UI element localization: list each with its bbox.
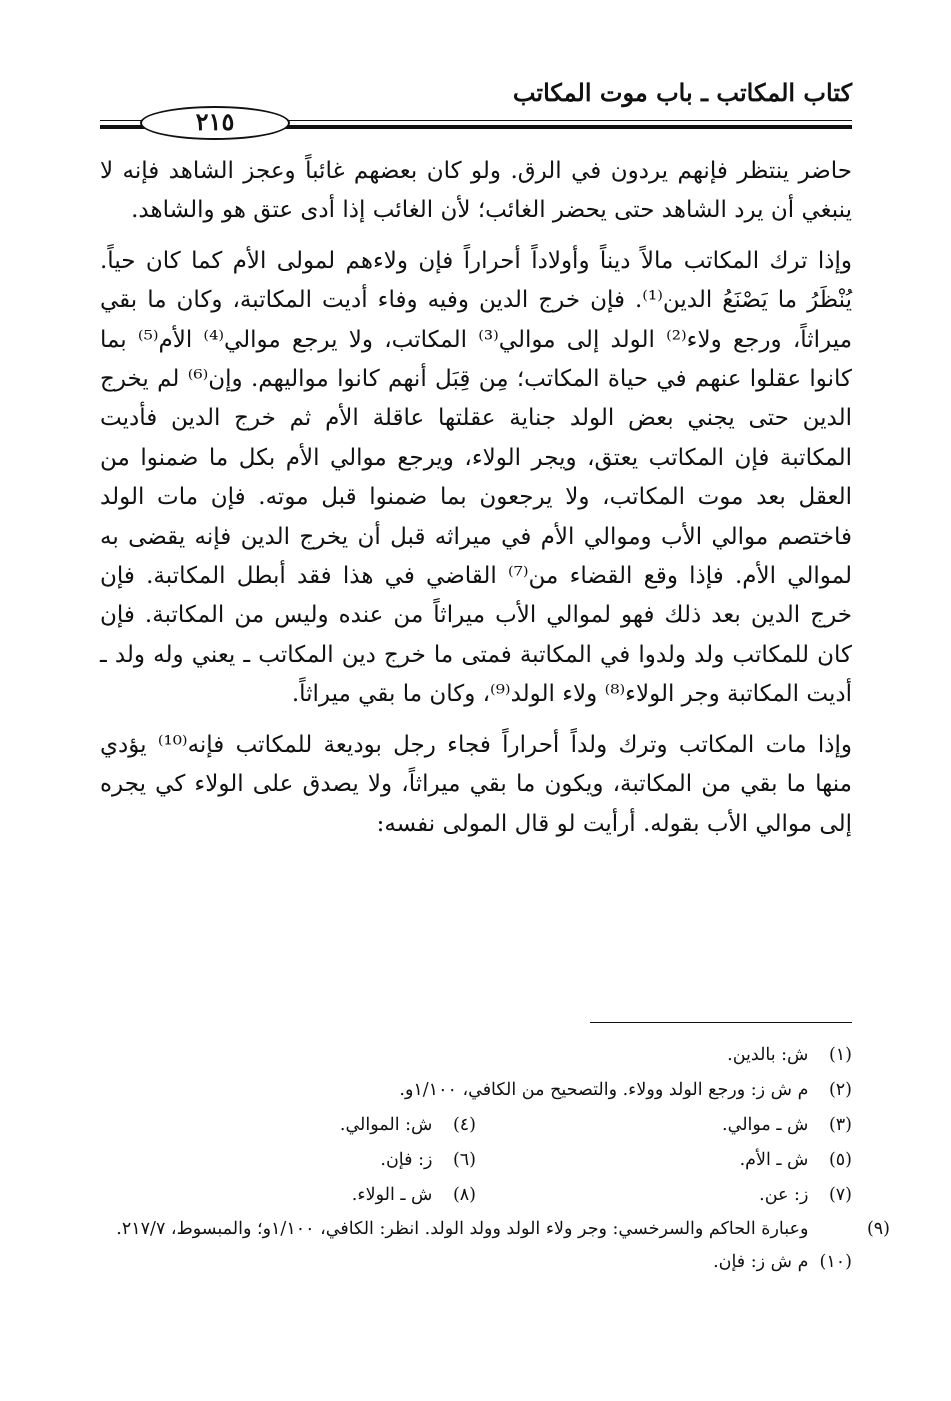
footnote-row	[100, 1178, 852, 1213]
footnote-4	[100, 1108, 476, 1143]
footnote-text: ش: بالدين.	[727, 1045, 809, 1065]
footnote-10	[100, 1245, 852, 1280]
page-header	[100, 78, 852, 138]
footnote-number: (٤)	[452, 1115, 476, 1135]
footnote-separator	[590, 1022, 852, 1023]
footnote-text: م ش ز: فإن.	[713, 1252, 809, 1272]
footnote-text: ش ـ موالي.	[722, 1115, 809, 1135]
footnote-number: (٧)	[828, 1185, 852, 1205]
footnote-text: ش ـ الولاء.	[351, 1185, 433, 1205]
footnote-number: (٥)	[828, 1150, 852, 1170]
footnote-number: (٢)	[828, 1080, 852, 1100]
paragraph-3: وإذا مات المكاتب وترك ولداً أحراراً فجاء رجل بوديعة للمكاتب فإنه⁽¹⁰⁾ يؤدي منها ما بقي من المكاتبة، ويكون ما بقي ميراثاً، ولا يصدق على الولاء كي يجره إلى موالي الأب بقوله. أرأيت لو قال المولى نفسه:	[100, 731, 852, 837]
footnote-row	[100, 1143, 852, 1178]
footnote-text: ز: عن.	[759, 1185, 809, 1205]
footnote-1	[100, 1038, 852, 1073]
footnote-3	[476, 1108, 852, 1143]
footnote-number: (٩)	[866, 1219, 890, 1239]
page-number: ٢١٥	[140, 106, 290, 140]
footnote-row	[100, 1108, 852, 1143]
footnote-2	[100, 1073, 852, 1108]
main-text	[100, 152, 852, 844]
footnote-number: (٨)	[452, 1185, 476, 1205]
footnote-number: (٣)	[828, 1115, 852, 1135]
footnote-text: ش ـ الأم.	[739, 1150, 809, 1170]
paragraph-1: حاضر ينتظر فإنهم يردون في الرق. ولو كان بعضهم غائباً وعجز الشاهد فإنه لا ينبغي أن يرد الشاهد حتى يحضر الغائب؛ لأن الغائب إذا أدى عتق هو والشاهد.	[100, 158, 852, 224]
footnote-7	[476, 1178, 852, 1213]
footnote-text: م ش ز: ورجع الولد وولاء. والتصحيح من الكافي، ١/١٠٠و.	[399, 1080, 809, 1100]
paragraph-2: وإذا ترك المكاتب مالاً ديناً وأولاداً أحراراً فإن ولاءهم لمولى الأم كما كان حياً. يُنْظَرُ ما يَصْنَعُ الدين⁽¹⁾. فإن خرج الدين وفيه وفاء أديت المكاتبة، وكان ما بقي ميراثاً، ورجع ولاء⁽²⁾ الولد إلى موالي⁽³⁾ المكاتب، ولا يرجع موالي⁽⁴⁾ الأم⁽⁵⁾ بما كانوا عقلوا عنهم في حياة المكاتب؛ مِن قِبَل أنهم كانوا مواليهم. وإن⁽⁶⁾ لم يخرج الدين حتى يجني بعض الولد جناية عقلتها عاقلة الأم ثم خرج الدين فأديت المكاتبة فإن المكاتب يعتق، ويجر الولاء، ويرجع موالي الأم بكل ما ضمنوا من العقل بعد موت المكاتب، ولا يرجعون بما ضمنوا قبل موته. فإن مات الولد فاختصم موالي الأب وموالي الأم في ميراثه قبل أن يخرج الدين فإنه يقضى به لموالي الأم. فإذا وقع القضاء من⁽⁷⁾ القاضي في هذا فقد أبطل المكاتبة. فإن خرج الدين بعد ذلك فهو لموالي الأب ميراثاً من عنده وليس من المكاتبة. فإن كان للمكاتب ولد ولدوا في المكاتبة فمتى ما خرج دين المكاتب ـ يعني وله ولد ـ أديت المكاتبة وجر الولاء⁽⁸⁾ ولاء الولد⁽⁹⁾، وكان ما بقي ميراثاً.	[100, 247, 853, 708]
running-title: كتاب المكاتب ـ باب موت المكاتب	[512, 78, 852, 107]
footnote-8	[100, 1178, 476, 1213]
footnote-number: (١٠)	[819, 1252, 852, 1272]
footnote-9	[100, 1213, 890, 1245]
footnote-text: ش: الموالي.	[339, 1115, 433, 1135]
footnote-number: (٦)	[452, 1150, 476, 1170]
footnote-5	[476, 1143, 852, 1178]
footnotes	[100, 1038, 890, 1280]
footnote-number: (١)	[828, 1045, 852, 1065]
footnote-text: ز: فإن.	[380, 1150, 433, 1170]
footnote-6	[100, 1143, 476, 1178]
footnote-text: وعبارة الحاكم والسرخسي: وجر ولاء الولد وولد الولد. انظر: الكافي، ١/١٠٠و؛ والمبسوط، ٢١٧/٧.	[116, 1219, 809, 1239]
